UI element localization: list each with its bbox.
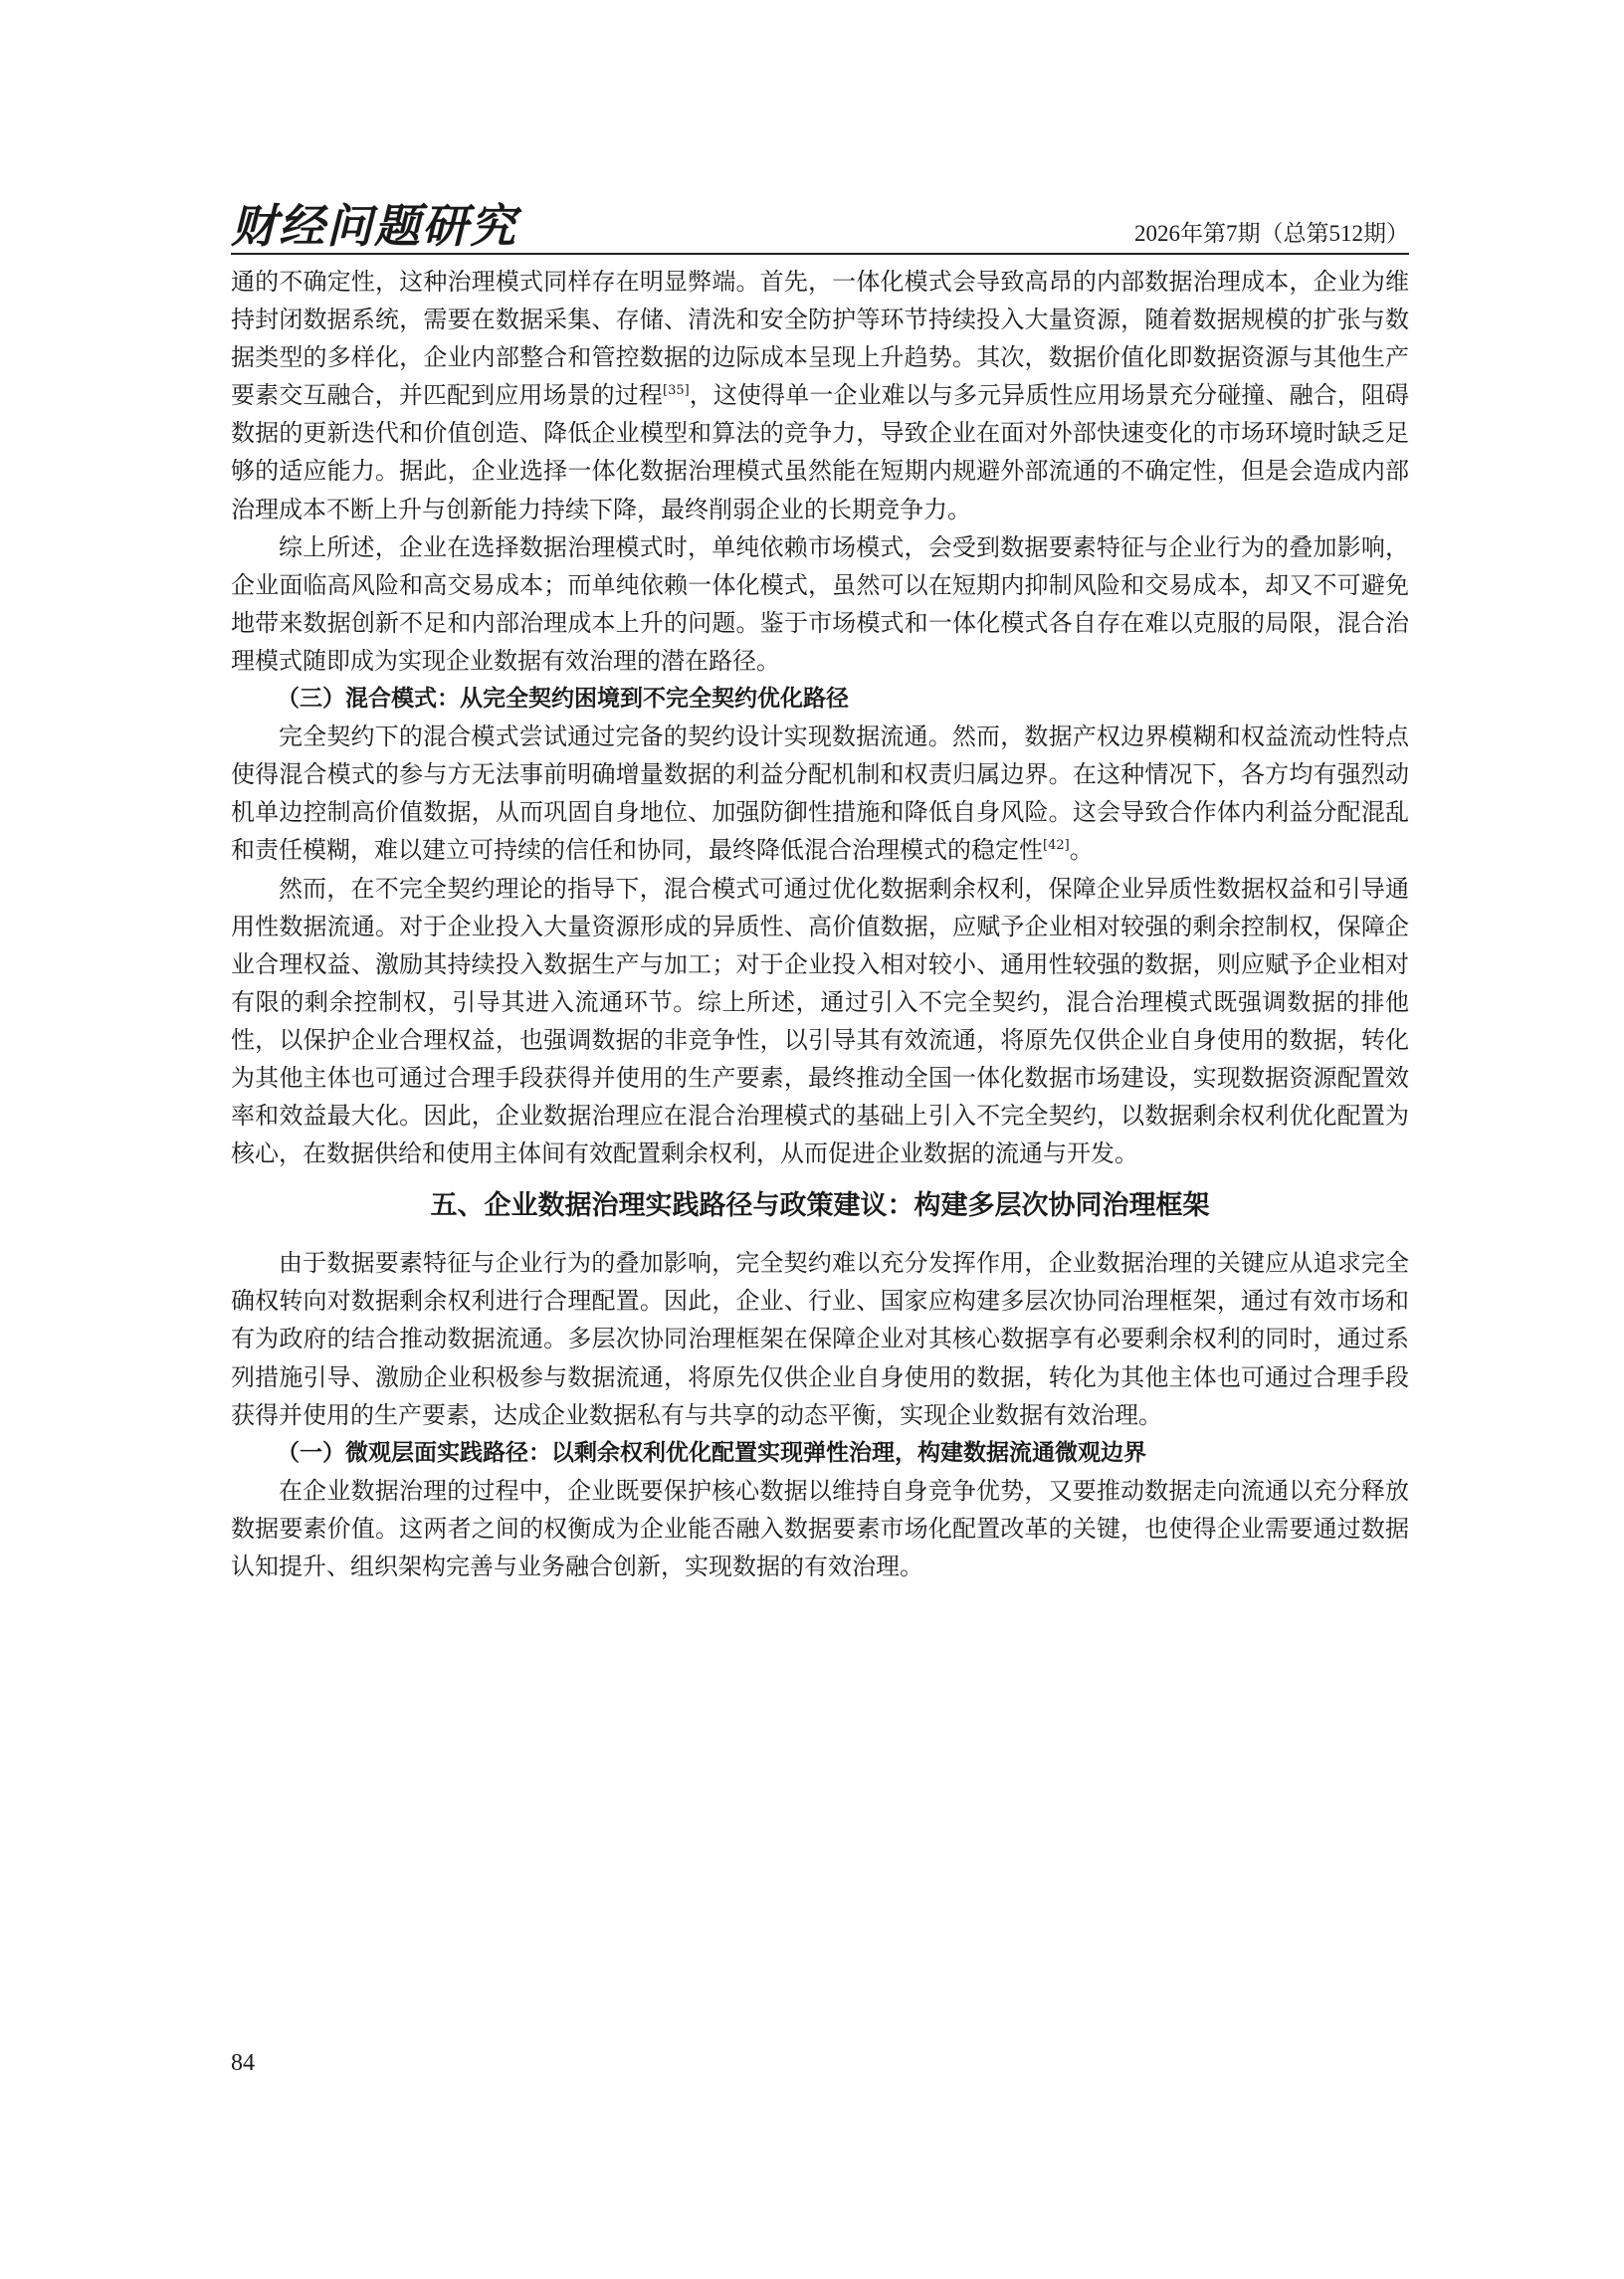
citation-ref: [42] [1043, 838, 1070, 854]
page-header [231, 195, 1409, 255]
article-body [231, 263, 1409, 1585]
section-heading: 五、企业数据治理实践路径与政策建议：构建多层次协同治理框架 [430, 1190, 1210, 1222]
paragraph-text: ，这使得单一企业难以与多元异质性应用场景充分碰撞、融合，阻碍数据的更新迭代和价值创造、降低企业模型和算法的竞争力，导致企业在面对外部快速变化的市场环境时缺乏足够的适应能力。据此，企业选择一体化数据治理模式虽然能在短期内规避外部流通的不确定性，但是会造成内部治理成本不断上升与创新能力持续下降，最终削弱企业的长期竞争力。 [231, 381, 1410, 523]
citation-ref: [35] [663, 383, 690, 399]
issue-info: 2026年第7期（总第512期） [1134, 221, 1409, 246]
paragraph: 由于数据要素特征与企业行为的叠加影响，完全契约难以充分发挥作用，企业数据治理的关键应从追求完全确权转向对数据剩余权利进行合理配置。因此，企业、行业、国家应构建多层次协同治理框架，通过有效市场和有为政府的结合推动数据流通。多层次协同治理框架在保障企业对其核心数据享有必要剩余权利的同时，通过系列措施引导、激励企业积极参与数据流通，将原先仅供企业自身使用的数据，转化为其他主体也可通过合理手段获得并使用的生产要素，达成企业数据私有与共享的动态平衡，实现企业数据有效治理。 [231, 1249, 1409, 1429]
paragraph: 然而，在不完全契约理论的指导下，混合模式可通过优化数据剩余权利，保障企业异质性数据权益和引导通用性数据流通。对于企业投入大量资源形成的异质性、高价值数据，应赋予企业相对较强的剩余控制权，保障企业合理权益、激励其持续投入数据生产与加工；对于企业投入相对较小、通用性较强的数据，则应赋予企业相对有限的剩余控制权，引导其进入流通环节。综上所述，通过引入不完全契约，混合治理模式既强调数据的排他性，以保护企业合理权益，也强调数据的非竞争性，以引导其有效流通，将原先仅供企业自身使用的数据，转化为其他主体也可通过合理手段获得并使用的生产要素，最终推动全国一体化数据市场建设，实现数据资源配置效率和效益最大化。因此，企业数据治理应在混合治理模式的基础上引入不完全契约，以数据剩余权利优化配置为核心，在数据供给和使用主体间有效配置剩余权利，从而促进企业数据的流通与开发。 [231, 874, 1409, 1168]
paragraph [231, 718, 1409, 869]
paragraph-text: 完全契约下的混合模式尝试通过完备的契约设计实现数据流通。然而，数据产权边界模糊和权益流动性特点使得混合模式的参与方无法事前明确增量数据的利益分配机制和权责归属边界。在这种情况下，各方均有强烈动机单边控制高价值数据，从而巩固自身地位、加强防御性措施和降低自身风险。这会导致合作体内利益分配混乱和责任模糊，难以建立可持续的信任和协同，最终降低混合治理模式的稳定性 [231, 723, 1409, 865]
subsection-heading: （三）混合模式：从完全契约困境到不完全契约优化路径 [277, 686, 849, 713]
paragraph [231, 263, 1409, 528]
paragraph-text: 通的不确定性，这种治理模式同样存在明显弊端。首先，一体化模式会导致高昂的内部数据治理成本，企业为维持封闭数据系统，需要在数据采集、存储、清洗和安全防护等环节持续投入大量资源，随着数据规模的扩张与数据类型的多样化，企业内部整合和管控数据的边际成本呈现上升趋势。其次，数据价值化即数据资源与其他生产要素交互融合，并匹配到应用场景的过程 [231, 268, 1409, 410]
paragraph: 在企业数据治理的过程中，企业既要保护核心数据以维持自身竞争优势，又要推动数据走向流通以充分释放数据要素价值。这两者之间的权衡成为企业能否融入数据要素市场化配置改革的关键，也使得企业需要通过数据认知提升、组织架构完善与业务融合创新，实现数据的有效治理。 [231, 1476, 1409, 1580]
page-number: 84 [231, 2050, 255, 2076]
journal-name: 财经问题研究 [231, 199, 517, 253]
paragraph-text: 。 [1069, 836, 1094, 865]
paragraph: 综上所述，企业在选择数据治理模式时，单纯依赖市场模式，会受到数据要素特征与企业行为的叠加影响，企业面临高风险和高交易成本；而单纯依赖一体化模式，虽然可以在短期内抑制风险和交易成本，却又不可避免地带来数据创新不足和内部治理成本上升的问题。鉴于市场模式和一体化模式各自存在难以克服的局限，混合治理模式随即成为实现企业数据有效治理的潜在路径。 [231, 532, 1409, 675]
subsection-heading: （一）微观层面实践路径：以剩余权利优化配置实现弹性治理，构建数据流通微观边界 [277, 1439, 1146, 1466]
